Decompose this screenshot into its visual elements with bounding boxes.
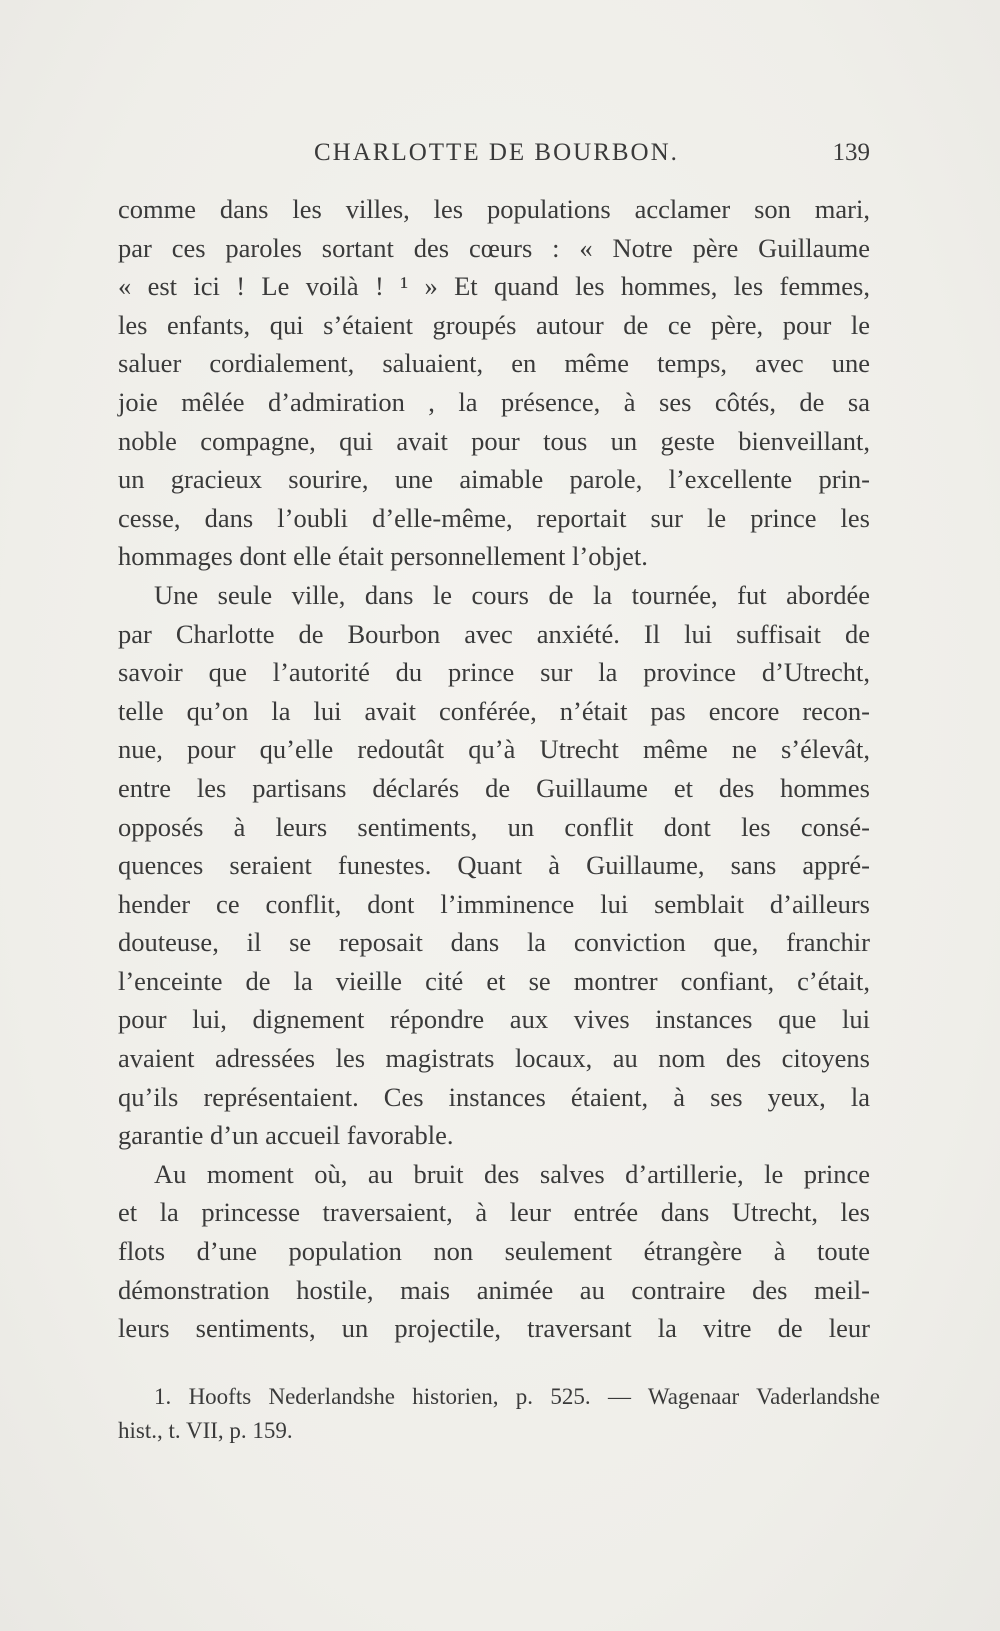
text-line: nue, pour qu’elle redoutât qu’à Utrecht même ne s’élevât, bbox=[118, 734, 870, 765]
text-line: quences seraient funestes. Quant à Guillaume, sans appré- bbox=[118, 850, 870, 881]
text-line: saluer cordialement, saluaient, en même temps, avec une bbox=[118, 348, 870, 379]
text-line: comme dans les villes, les populations acclamer son mari, bbox=[118, 194, 870, 224]
text-line: l’enceinte de la vieille cité et se montrer confiant, c’était, bbox=[118, 965, 870, 996]
text-line: « est ici ! Le voilà ! ¹ » Et quand les hommes, les femmes, bbox=[118, 271, 870, 302]
footnote-line: hist., t. VII, p. 159. bbox=[118, 1418, 293, 1443]
page-number: 139 bbox=[832, 139, 870, 166]
text-line: opposés à leurs sentiments, un conflit dont les consé- bbox=[118, 811, 870, 842]
text-line: hender ce conflit, dont l’imminence lui semblait d’ailleurs bbox=[118, 888, 870, 919]
text-line: joie mêlée d’admiration , la présence, à ses côtés, de sa bbox=[118, 386, 870, 417]
text-line: cesse, dans l’oubli d’elle-même, reportait sur le prince les bbox=[118, 502, 870, 533]
text-line: qu’ils représentaient. Ces instances étaient, à ses yeux, la bbox=[118, 1081, 870, 1112]
text-line: avaient adressées les magistrats locaux, au nom des citoyens bbox=[118, 1043, 870, 1074]
text-line: savoir que l’autorité du prince sur la province d’Utrecht, bbox=[118, 657, 870, 688]
text-line: un gracieux sourire, une aimable parole, l’excellente prin- bbox=[118, 464, 870, 495]
body-text bbox=[118, 190, 870, 1348]
text-line: garantie d’un accueil favorable. bbox=[118, 1120, 454, 1151]
running-title: CHARLOTTE DE BOURBON. bbox=[314, 139, 679, 166]
footnote-line: 1. Hoofts Nederlandshe historien, p. 525. — Wagenaar Vaderlandshe bbox=[154, 1384, 880, 1409]
text-line: noble compagne, qui avait pour tous un geste bienveillant, bbox=[118, 425, 870, 456]
running-head bbox=[118, 139, 870, 175]
text-line: les enfants, qui s’étaient groupés autour de ce père, pour le bbox=[118, 309, 870, 340]
text-line: par ces paroles sortant des cœurs : « Notre père Guillaume bbox=[118, 232, 870, 263]
text-line: telle qu’on la lui avait conférée, n’était pas encore recon- bbox=[118, 695, 870, 726]
footnotes bbox=[118, 1380, 880, 1448]
text-line: flots d’une population non seulement étrangère à toute bbox=[118, 1236, 870, 1267]
text-line: démonstration hostile, mais animée au contraire des meil- bbox=[118, 1274, 870, 1305]
text-line: et la princesse traversaient, à leur entrée dans Utrecht, les bbox=[118, 1197, 870, 1228]
text-line: entre les partisans déclarés de Guillaume et des hommes bbox=[118, 772, 870, 803]
text-line: par Charlotte de Bourbon avec anxiété. Il lui suffisait de bbox=[118, 618, 870, 649]
text-line: hommages dont elle était personnellement l’objet. bbox=[118, 541, 648, 572]
text-line: Au moment où, au bruit des salves d’artillerie, le prince bbox=[154, 1158, 870, 1189]
text-line: douteuse, il se reposait dans la conviction que, franchir bbox=[118, 927, 870, 958]
text-line: Une seule ville, dans le cours de la tournée, fut abordée bbox=[154, 579, 870, 610]
text-line: leurs sentiments, un projectile, traversant la vitre de leur bbox=[118, 1313, 870, 1344]
text-line: pour lui, dignement répondre aux vives instances que lui bbox=[118, 1004, 870, 1035]
